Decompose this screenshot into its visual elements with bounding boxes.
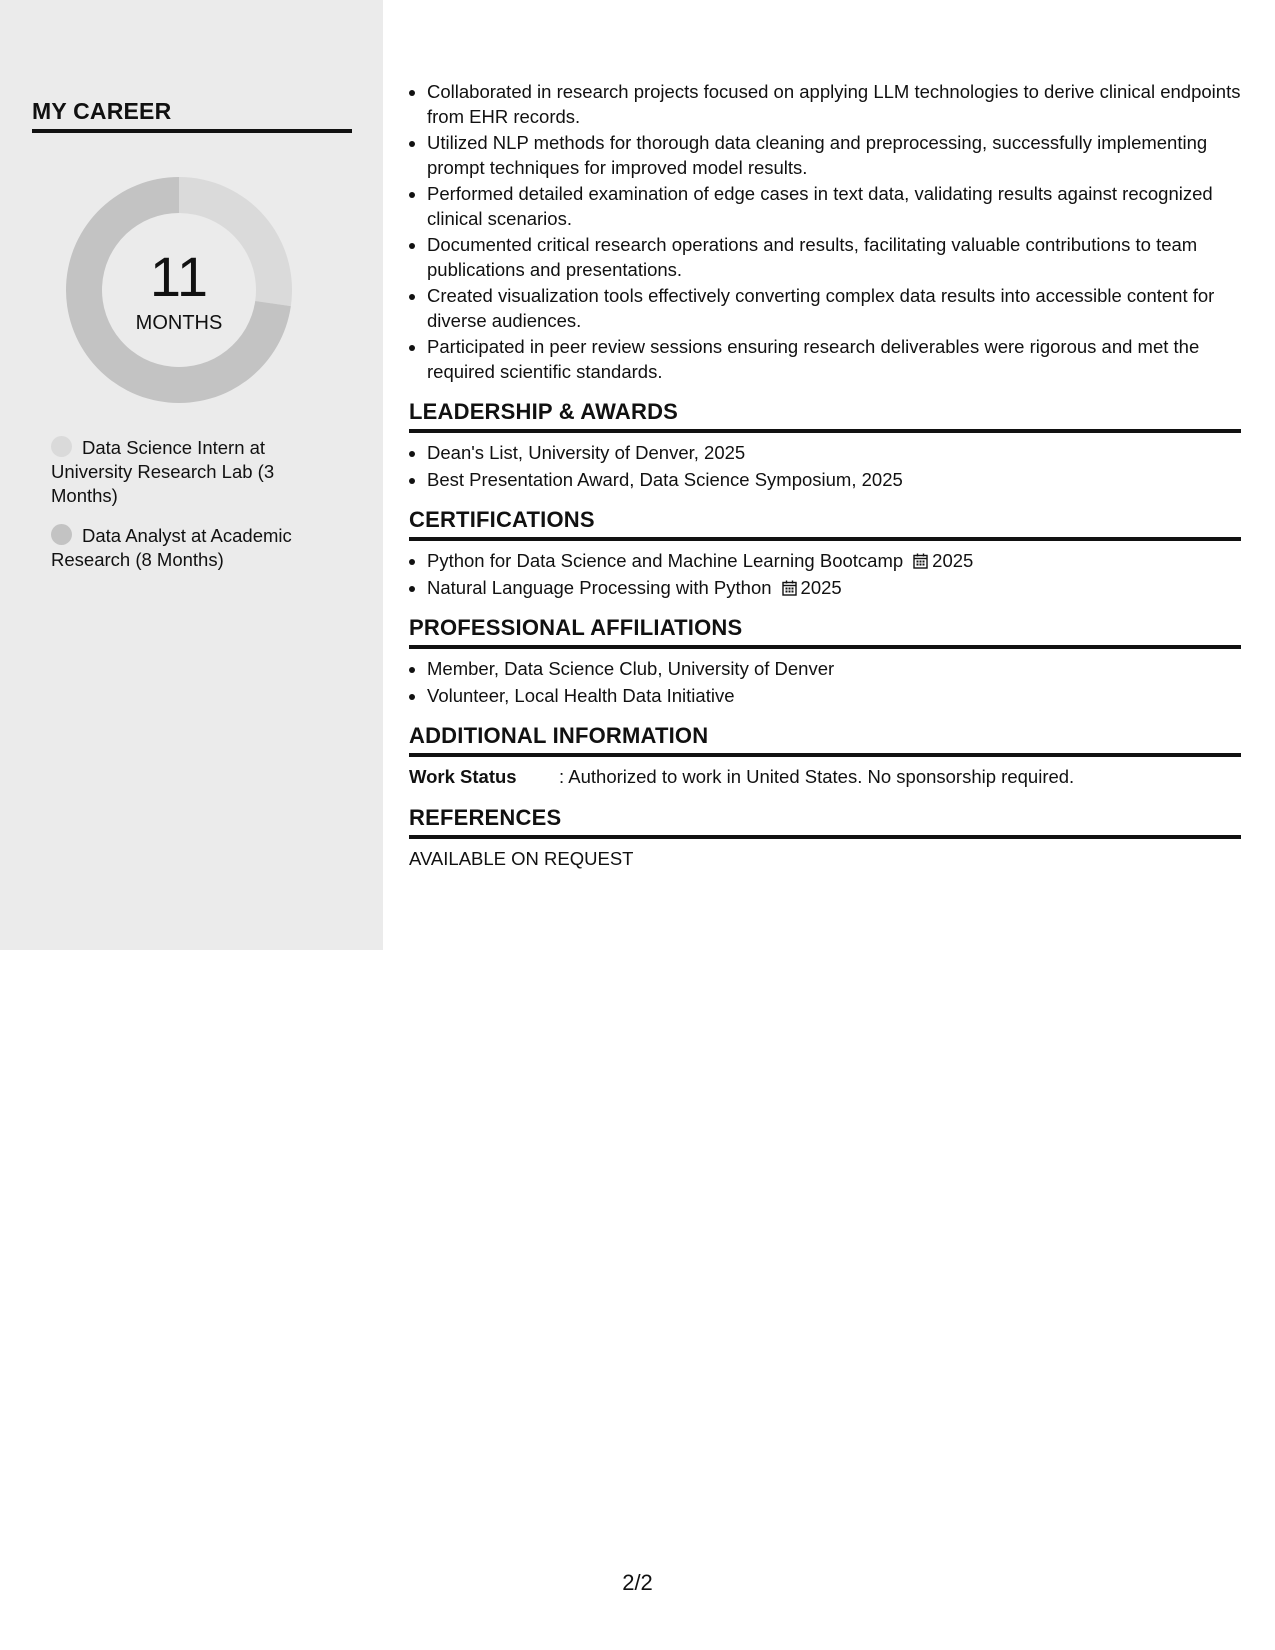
certifications-heading: CERTIFICATIONS (409, 507, 595, 532)
page-number: 2/2 (622, 1570, 653, 1595)
list-item: • Member, Data Science Club, University of Denver (427, 657, 1241, 682)
affiliations-list (409, 657, 1241, 708)
career-title: MY CAREER (32, 98, 172, 124)
section-rule (409, 429, 1241, 433)
certification-year: 2025 (800, 576, 842, 598)
list-item: • Utilized NLP methods for thorough data cleaning and preprocessing, successfully implementing prompt techniques for improved model results. (427, 131, 1241, 180)
work-status-value: : Authorized to work in United States. No sponsorship required. (559, 766, 1075, 787)
list-item: • Participated in peer review sessions ensuring research deliverables were rigorous and met the required scientific standards. (427, 335, 1241, 384)
career-title-rule (32, 129, 352, 133)
legend-dot-icon (51, 436, 72, 457)
career-total-value: 11 (149, 245, 209, 308)
affiliations-heading: PROFESSIONAL AFFILIATIONS (409, 615, 743, 640)
list-item: • Best Presentation Award, Data Science Symposium, 2025 (427, 468, 1241, 493)
work-status-row (409, 765, 1241, 790)
list-item (427, 549, 1241, 574)
calendar-icon (913, 553, 928, 569)
list-item: • Documented critical research operations and results, facilitating valuable contributions to team publications and presentations. (427, 233, 1241, 282)
certification-name: Python for Data Science and Machine Learning Bootcamp (427, 550, 904, 571)
section-rule (409, 537, 1241, 541)
list-item: • Dean's List, University of Denver, 2025 (427, 441, 1241, 466)
main-content (409, 80, 1241, 871)
references-heading: REFERENCES (409, 804, 562, 830)
leadership-list (409, 441, 1241, 492)
legend-label: Data Science Intern at University Research Lab (3 Months) (51, 437, 275, 506)
legend-item-analyst (51, 524, 321, 572)
list-item: • Volunteer, Local Health Data Initiative (427, 684, 1241, 709)
leadership-heading: LEADERSHIP & AWARDS (409, 399, 679, 424)
section-rule (409, 753, 1241, 757)
list-item: • Collaborated in research projects focused on applying LLM technologies to derive clinical endpoints from EHR records. (427, 80, 1241, 129)
references-text: AVAILABLE ON REQUEST (409, 847, 634, 869)
work-status-label: Work Status (409, 766, 517, 787)
section-rule (409, 835, 1241, 839)
legend-item-intern (51, 436, 321, 508)
list-item (427, 576, 1241, 601)
legend-dot-icon (51, 524, 72, 545)
experience-bullets (409, 80, 1241, 384)
list-item: • Performed detailed examination of edge cases in text data, validating results against recognized clinical scenarios. (427, 182, 1241, 231)
career-sidebar (0, 0, 383, 950)
additional-heading: ADDITIONAL INFORMATION (409, 723, 709, 748)
section-rule (409, 645, 1241, 649)
certification-name: Natural Language Processing with Python (427, 576, 772, 598)
calendar-icon (782, 580, 797, 596)
career-donut-chart (66, 177, 292, 403)
legend-label: Data Analyst at Academic Research (8 Months) (51, 525, 292, 570)
list-item: • Created visualization tools effectively converting complex data results into accessible content for diverse audiences. (427, 284, 1241, 333)
certification-year: 2025 (932, 550, 974, 571)
certifications-list (409, 549, 1241, 600)
career-total-unit: MONTHS (135, 312, 223, 334)
